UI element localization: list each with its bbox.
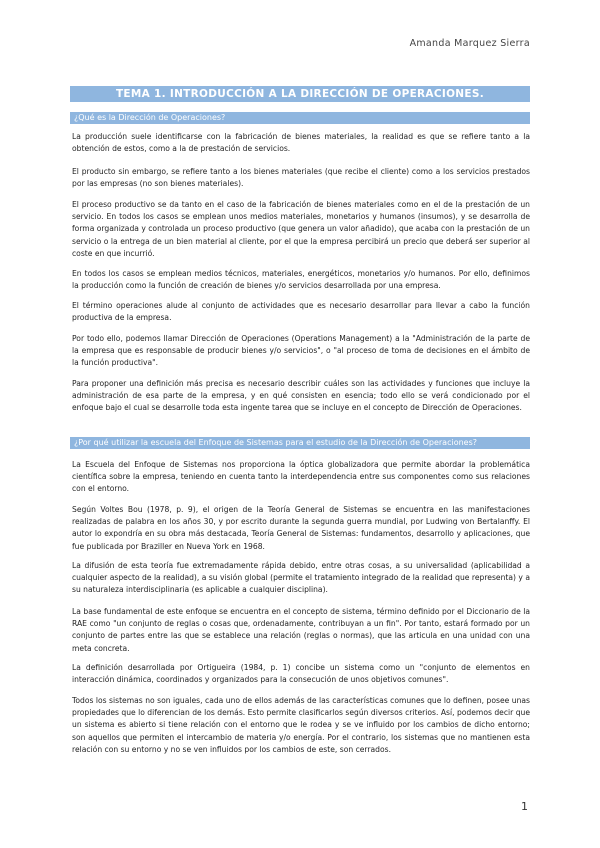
- page-number: 1: [521, 800, 528, 813]
- paragraph: La difusión de esta teoría fue extremadamente rápida debido, entre otras cosas, a su universalidad (aplicabilidad a cualquier aspecto de la realidad), a su visión global (permite el tratamiento integrado de la realidad que representa) y a su naturaleza interdisciplinaria (es aplicable a cualquier disciplina).: [72, 561, 530, 595]
- paragraph: El proceso productivo se da tanto en el caso de la fabricación de bienes materiales como en el de la prestación de un servicio. En todos los casos se emplean unos medios materiales, monetarios y humanos (insumos), y se desarrolla de forma organizada y controlada un proceso productivo (que genera un valor añadido), que acaba con la prestación de un servicio o la entrega de un bien material al cliente, por el que la empresa percibirá un precio que deberá ser superior al coste en que incurrió.: [72, 200, 530, 258]
- paragraph: El producto sin embargo, se refiere tanto a los bienes materiales (que recibe el cliente) como a los servicios prestados por las empresas (no son bienes materiales).: [72, 167, 530, 189]
- paragraph: Todos los sistemas no son iguales, cada uno de ellos además de las características comunes que lo definen, posee unas propiedades que lo diferencian de los demás. Esto permite clasificarlos según diversos criterios. Así, podemos decir que un sistema es abierto si tiene relación con el entorno que le rodea y se ve influido por los cambios de dicho entorno; son aquellos que permiten el intercambio de materia y/o energía. Por el contrario, los sistemas que no mantienen esta relación con su entorno y no se ven influidos por los cambios de este, son cerrados.: [72, 696, 530, 754]
- paragraph: La Escuela del Enfoque de Sistemas nos proporciona la óptica globalizadora que permite abordar la problemática científica sobre la empresa, teniendo en cuenta tanto la interdependencia entre sus componentes como sus relaciones con el entorno.: [72, 460, 530, 494]
- section-heading: ¿Por qué utilizar la escuela del Enfoque de Sistemas para el estudio de la Dirección de Operaciones?: [70, 437, 530, 449]
- paragraph: Para proponer una definición más precisa es necesario describir cuáles son las actividades y funciones que incluye la administración de esa parte de la empresa, y en qué consisten en esencia; todo ello se verá condicionado por el enfoque bajo el cual se desarrolle toda esta ingente tarea que se incluye en el concepto de Dirección de Operaciones.: [72, 379, 530, 413]
- page-title: TEMA 1. INTRODUCCIÓN A LA DIRECCIÓN DE OPERACIONES.: [70, 86, 530, 102]
- paragraph: La definición desarrollada por Ortigueira (1984, p. 1) concibe un sistema como un "conjunto de elementos en interacción dinámica, coordinados y organizados para la consecución de unos objetivos comunes".: [72, 663, 530, 685]
- paragraph: En todos los casos se emplean medios técnicos, materiales, energéticos, monetarios y/o humanos. Por ello, definimos la producción como la función de creación de bienes y/o servicios desarrollada por una empresa.: [72, 269, 530, 291]
- paragraph: El término operaciones alude al conjunto de actividades que es necesario desarrollar para llevar a cabo la función productiva de la empresa.: [72, 301, 530, 323]
- paragraph: Por todo ello, podemos llamar Dirección de Operaciones (Operations Management) a la "Administración de la parte de la empresa que es responsable de producir bienes y/o servicios", o "al proceso de toma de decisiones en el ámbito de la función productiva".: [72, 334, 530, 368]
- section-heading: ¿Qué es la Dirección de Operaciones?: [70, 112, 530, 124]
- paragraph: La base fundamental de este enfoque se encuentra en el concepto de sistema, término definido por el Diccionario de la RAE como "un conjunto de reglas o cosas que, ordenadamente, contribuyan a un fin". Por tanto, estará formado por un conjunto de partes entre las que se establece una relación (reglas o normas), que las articula en una unidad con una meta concreta.: [72, 607, 530, 653]
- author-name: Amanda Marquez Sierra: [409, 38, 530, 49]
- paragraph: La producción suele identificarse con la fabricación de bienes materiales, la realidad es que se refiere tanto a la obtención de estos, como a la de prestación de servicios.: [72, 132, 530, 154]
- paragraph: Según Voltes Bou (1978, p. 9), el origen de la Teoría General de Sistemas se encuentra en las manifestaciones realizadas de palabra en los años 30, y por escrito durante la segunda guerra mundial, por Ludwing von Bertalanffy. El autor lo expondría en su obra más destacada, Teoría General de Sistemas: fundamentos, desarrollo y aplicaciones, que fue publicada por Braziller en Nueva York en 1968.: [72, 505, 530, 551]
